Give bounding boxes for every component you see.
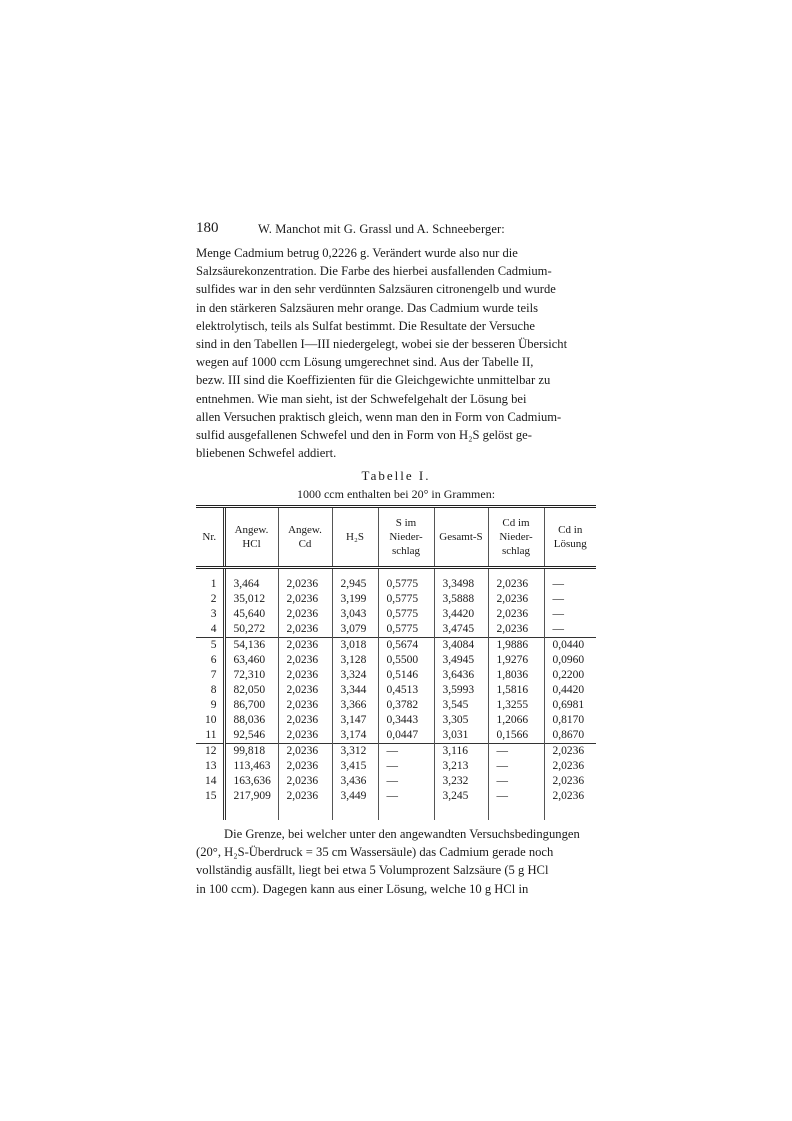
table-row [196,592,596,607]
table-cell: 2,0236 [278,759,332,774]
table-cell: — [544,568,596,593]
table-cell: 0,4513 [378,683,434,698]
text-line: bezw. III sind die Koeffizienten für die Gleichgewichte unmittelbar zu [196,373,551,388]
column-header: Angew. Cd [278,507,332,568]
table-cell: 2,0236 [278,774,332,789]
table-cell: 12 [196,744,224,760]
table-cell: 3,324 [332,668,378,683]
table-cell: 86,700 [224,698,278,713]
table-cell: 54,136 [224,638,278,654]
text-line: sulfides war in den sehr verdünnten Salzsäuren citronengelb und wurde [196,282,556,297]
table-cell: 45,640 [224,607,278,622]
text-line: in den stärkeren Salzsäuren mehr orange. Das Cadmium wurde teils [196,300,539,315]
column-header: S im Nieder-schlag [378,507,434,568]
table-cell: 63,460 [224,653,278,668]
table-cell: 0,0440 [544,638,596,654]
table-cell: 3,213 [434,759,488,774]
table-row [196,774,596,789]
body-paragraph-1 [196,244,596,462]
table-cell: 0,5146 [378,668,434,683]
table-cell: 163,636 [224,774,278,789]
table-cell: — [378,774,434,789]
table-cell: 7 [210,669,217,681]
table-cell: 88,036 [224,713,278,728]
table-cell: 3,147 [332,713,378,728]
table-cell: 3,436 [332,774,378,789]
table-cell: 0,3443 [378,713,434,728]
table-cell: 0,8670 [544,728,596,744]
table-cell: 2,0236 [278,622,332,638]
table-cell: 3,128 [332,653,378,668]
table-cell: 1,8036 [488,668,544,683]
table-cell: 13 [205,760,217,772]
table-cell: 1,5816 [488,683,544,698]
table-row [196,683,596,698]
table-cell: 3,116 [434,744,488,760]
table-cell: 1,2066 [488,713,544,728]
table-row [196,638,596,654]
table-cell: — [378,759,434,774]
table-cell: 3,199 [332,592,378,607]
table-row [196,622,596,638]
table-cell: 92,546 [224,728,278,744]
table-cell: 72,310 [224,668,278,683]
table-cell: 3,4084 [434,638,488,654]
table-cell: 2,0236 [278,653,332,668]
table-cell: — [544,607,596,622]
table-cell: 11 [205,729,217,741]
table-cell: 0,5775 [378,568,434,593]
table-cell: 3,3498 [434,568,488,593]
column-header: Angew. HCl [224,507,278,568]
table-cell: — [488,744,544,760]
table-cell: 1 [210,578,217,590]
table-cell: 217,909 [224,789,278,820]
table-row [196,698,596,713]
page-header [196,220,596,240]
table-title: Tabelle I. [361,468,431,483]
table-cell: 2,0236 [278,592,332,607]
text-line: Die Grenze, bei welcher unter den angewandten Versuchsbedingungen [224,827,580,841]
table-cell: 0,1566 [488,728,544,744]
table-cell: 5 [196,638,224,654]
text-line: elektrolytisch, teils als Sulfat bestimmt. Die Resultate der Versuche [196,318,536,333]
table-cell: 3,5993 [434,683,488,698]
text-line: (20°, H₂S-Überdruck = 35 cm Wassersäule) das Cadmium gerade noch [196,845,554,860]
table-cell: 2,0236 [278,607,332,622]
text-line: bliebenen Schwefel addiert. [196,446,337,461]
table-cell: 0,4420 [544,683,596,698]
table-cell: 3,6436 [434,668,488,683]
table-cell: 3,4745 [434,622,488,638]
table-row [196,789,596,820]
table-cell: — [488,759,544,774]
table-cell: 2,0236 [488,622,544,638]
data-table [196,505,596,820]
table-cell: 8 [210,684,217,696]
table-cell: 99,818 [224,744,278,760]
table-cell: 2,0236 [488,592,544,607]
running-head: W. Manchot mit G. Grassl und A. Schneeberger: [258,222,505,236]
table-cell: 2 [210,593,217,605]
table-cell: — [544,592,596,607]
table-subtitle: 1000 ccm enthalten bei 20° in Grammen: [296,487,496,501]
page-number: 180 [196,220,219,236]
table-cell: 2,0236 [278,698,332,713]
table-cell: 3,043 [332,607,378,622]
text-line: sind in den Tabellen I—III niedergelegt, wobei sie der besseren Übersicht [196,337,568,352]
table-cell: 2,0236 [278,683,332,698]
table-cell: — [488,789,544,820]
table-cell: 6 [210,654,217,666]
table-cell: 2,0236 [278,728,332,744]
text-line: Menge Cadmium betrug 0,2226 g. Verändert wurde also nur die [196,246,518,260]
table-cell: 3,464 [224,568,278,593]
table-cell: 0,3782 [378,698,434,713]
table-cell: 0,5775 [378,607,434,622]
table-cell: 2,0236 [278,638,332,654]
table-cell: 2,0236 [544,759,596,774]
table-cell: 113,463 [224,759,278,774]
table-cell: 10 [205,714,217,726]
table-header-row [196,507,596,568]
table-cell: 3,232 [434,774,488,789]
table-cell: 2,0236 [278,568,332,593]
table-cell: 2,0236 [278,744,332,760]
table-cell: 2,0236 [488,568,544,593]
table-cell: 1,9886 [488,638,544,654]
text-line: allen Versuchen praktisch gleich, wenn man den in Form von Cadmium- [196,409,562,424]
table-cell: — [544,622,596,638]
table-row [196,713,596,728]
table-cell: 2,0236 [544,774,596,789]
text-line: in 100 ccm). Dagegen kann aus einer Lösung, welche 10 g HCl in [196,881,529,896]
table-row [196,668,596,683]
table-cell: 4 [210,623,217,635]
table-cell: 0,5775 [378,592,434,607]
table-cell: 3,018 [332,638,378,654]
table-cell: 3,449 [332,789,378,820]
table-cell: 0,5775 [378,622,434,638]
table-cell: 3,174 [332,728,378,744]
table-cell: 3,5888 [434,592,488,607]
table-cell: 2,0236 [544,789,596,820]
table-row [196,607,596,622]
column-header: H₂S [332,507,378,568]
table-cell: 0,2200 [544,668,596,683]
text-line: wegen auf 1000 ccm Lösung umgerechnet sind. Aus der Tabelle II, [196,355,534,370]
table-cell: 0,0960 [544,653,596,668]
text-line: sulfid ausgefallenen Schwefel und den in Form von H₂S gelöst ge- [196,428,532,443]
text-line: entnehmen. Wie man sieht, ist der Schwefelgehalt der Lösung bei [196,391,527,406]
table-cell: 2,0236 [278,789,332,820]
table-cell: 3,079 [332,622,378,638]
table-cell: 35,012 [224,592,278,607]
table-cell: 3,344 [332,683,378,698]
table-row [196,744,596,760]
table-cell: 2,0236 [278,713,332,728]
table-cell: 0,6981 [544,698,596,713]
table-cell: 0,5674 [378,638,434,654]
table-cell: 0,0447 [378,728,434,744]
table-cell: 2,945 [332,568,378,593]
table-row [196,568,596,593]
text-line: Salzsäurekonzentration. Die Farbe des hierbei ausfallenden Cadmium- [196,264,552,279]
column-header: Nr. [196,507,224,568]
table-row [196,653,596,668]
table-cell: 3,545 [434,698,488,713]
column-header: Gesamt-S [434,507,488,568]
table-row [196,759,596,774]
table-cell: 3,312 [332,744,378,760]
table-cell: — [488,774,544,789]
table-cell: 15 [205,790,217,802]
table-cell: — [378,744,434,760]
body-paragraph-2 [196,825,596,898]
table-cell: — [378,789,434,820]
table-cell: 0,5500 [378,653,434,668]
table-cell: 3,031 [434,728,488,744]
table-cell: 2,0236 [544,744,596,760]
table-cell: 2,0236 [278,668,332,683]
table-cell: 50,272 [224,622,278,638]
table-cell: 1,3255 [488,698,544,713]
table-cell: 9 [210,699,217,711]
table-cell: 3,366 [332,698,378,713]
text-line: vollständig ausfällt, liegt bei etwa 5 Volumprozent Salzsäure (5 g HCl [196,863,549,878]
table-cell: 82,050 [224,683,278,698]
table-cell: 0,8170 [544,713,596,728]
table-cell: 14 [205,775,217,787]
column-header: Cd im Nieder-schlag [488,507,544,568]
table-cell: 1,9276 [488,653,544,668]
table-cell: 3,305 [434,713,488,728]
table-cell: 3,245 [434,789,488,820]
table-cell: 3,4420 [434,607,488,622]
table-cell: 2,0236 [488,607,544,622]
table-cell: 3,4945 [434,653,488,668]
column-header: Cd in Lösung [544,507,596,568]
table-cell: 3 [210,608,217,620]
table-cell: 3,415 [332,759,378,774]
table-row [196,728,596,744]
